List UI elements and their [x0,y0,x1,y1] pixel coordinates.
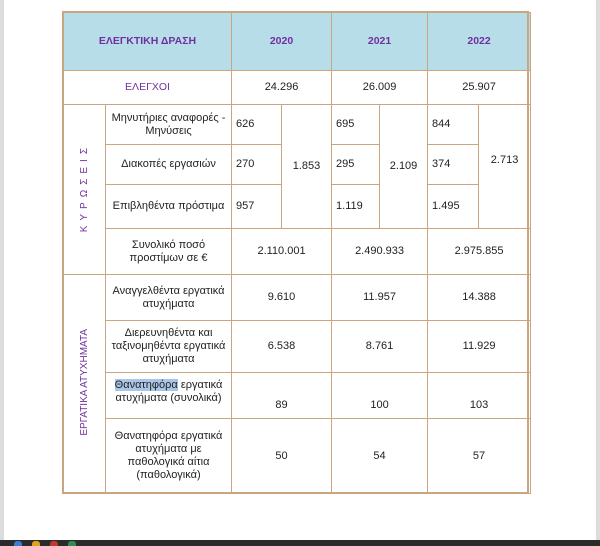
accidents-label-fatal [106,373,232,419]
fines-2022: 1.495 [428,185,479,229]
reported-2021: 11.957 [332,275,428,321]
taskbar [0,540,600,546]
fatal-pathological-2022: 57 [428,419,531,494]
sanctions-label-fines: Επιβληθέντα πρόστιμα [106,185,232,229]
investigated-2020: 6.538 [232,321,332,373]
accidents-side-label: ΕΡΓΑΤΙΚΑ ΑΤΥΧΗΜΑΤΑ [64,275,106,494]
fatal-pathological-2021: 54 [332,419,428,494]
taskbar-folder-icon[interactable] [32,541,40,546]
reported-2020: 9.610 [232,275,332,321]
fines-2020: 957 [232,185,282,229]
fines-total-2022: 2.975.855 [428,229,531,275]
lawsuits-2021: 695 [332,105,380,145]
accidents-label-fatal-pathological: Θανατηφόρα εργατικά ατυχήματα με παθολογικά αίτια (παθολογικά) [106,419,232,494]
taskbar-app2-icon[interactable] [68,541,76,546]
fatal-2021: 100 [332,373,428,419]
sanctions-label-lawsuits: Μηνυτήριες αναφορές - Μηνύσεις [106,105,232,145]
fines-total-2020: 2.110.001 [232,229,332,275]
investigated-2021: 8.761 [332,321,428,373]
accidents-label-investigated: Διερευνηθέντα και ταξινομηθέντα εργατικά ατυχήματα [106,321,232,373]
header-year-2022: 2022 [428,13,531,71]
accidents-row-investigated [64,321,531,373]
controls-row [64,71,531,105]
lawsuits-2020: 626 [232,105,282,145]
header-title: ΕΛΕΓΚΤΙΚΗ ΔΡΑΣΗ [64,13,232,71]
stoppages-2020: 270 [232,145,282,185]
investigated-2022: 11.929 [428,321,531,373]
fines-total-2021: 2.490.933 [332,229,428,275]
accidents-row-fatal-pathological [64,419,531,494]
fines-total-label: Συνολικό ποσό προστίμων σε € [106,229,232,275]
taskbar-app-icon[interactable] [14,541,22,546]
page-edge-right [596,0,600,540]
sanctions-total-2020: 1.853 [282,105,332,229]
fines-2021: 1.119 [332,185,380,229]
accidents-label-fatal-rest: εργατικά ατυχήματα (συνολικά) [115,379,223,404]
accidents-label-reported: Αναγγελθέντα εργατικά ατυχήματα [106,275,232,321]
page-edge-left [0,0,4,540]
accidents-row-reported [64,275,531,321]
sanctions-total-2021: 2.109 [380,105,428,229]
highlighted-word: Θανατηφόρα [114,379,178,391]
controls-value-2022: 25.907 [428,71,531,105]
sanctions-side-label: ΚΥΡΩΣΕΙΣ [64,105,106,275]
header-year-2020: 2020 [232,13,332,71]
fatal-pathological-2020: 50 [232,419,332,494]
lawsuits-2022: 844 [428,105,479,145]
header-row [64,13,531,71]
controls-value-2021: 26.009 [332,71,428,105]
fines-total-row [64,229,531,275]
header-year-2021: 2021 [332,13,428,71]
sanctions-label-stoppages: Διακοπές εργασιών [106,145,232,185]
inspection-activity-table [63,12,531,494]
controls-value-2020: 24.296 [232,71,332,105]
controls-label: ΕΛΕΓΧΟΙ [64,71,232,105]
taskbar-browser-icon[interactable] [50,541,58,546]
sanctions-total-2022: 2.713 [479,105,531,229]
stoppages-2022: 374 [428,145,479,185]
reported-2022: 14.388 [428,275,531,321]
accidents-row-fatal [64,373,531,419]
stoppages-2021: 295 [332,145,380,185]
sanctions-row-lawsuits [64,105,531,145]
fatal-2020: 89 [232,373,332,419]
fatal-2022: 103 [428,373,531,419]
